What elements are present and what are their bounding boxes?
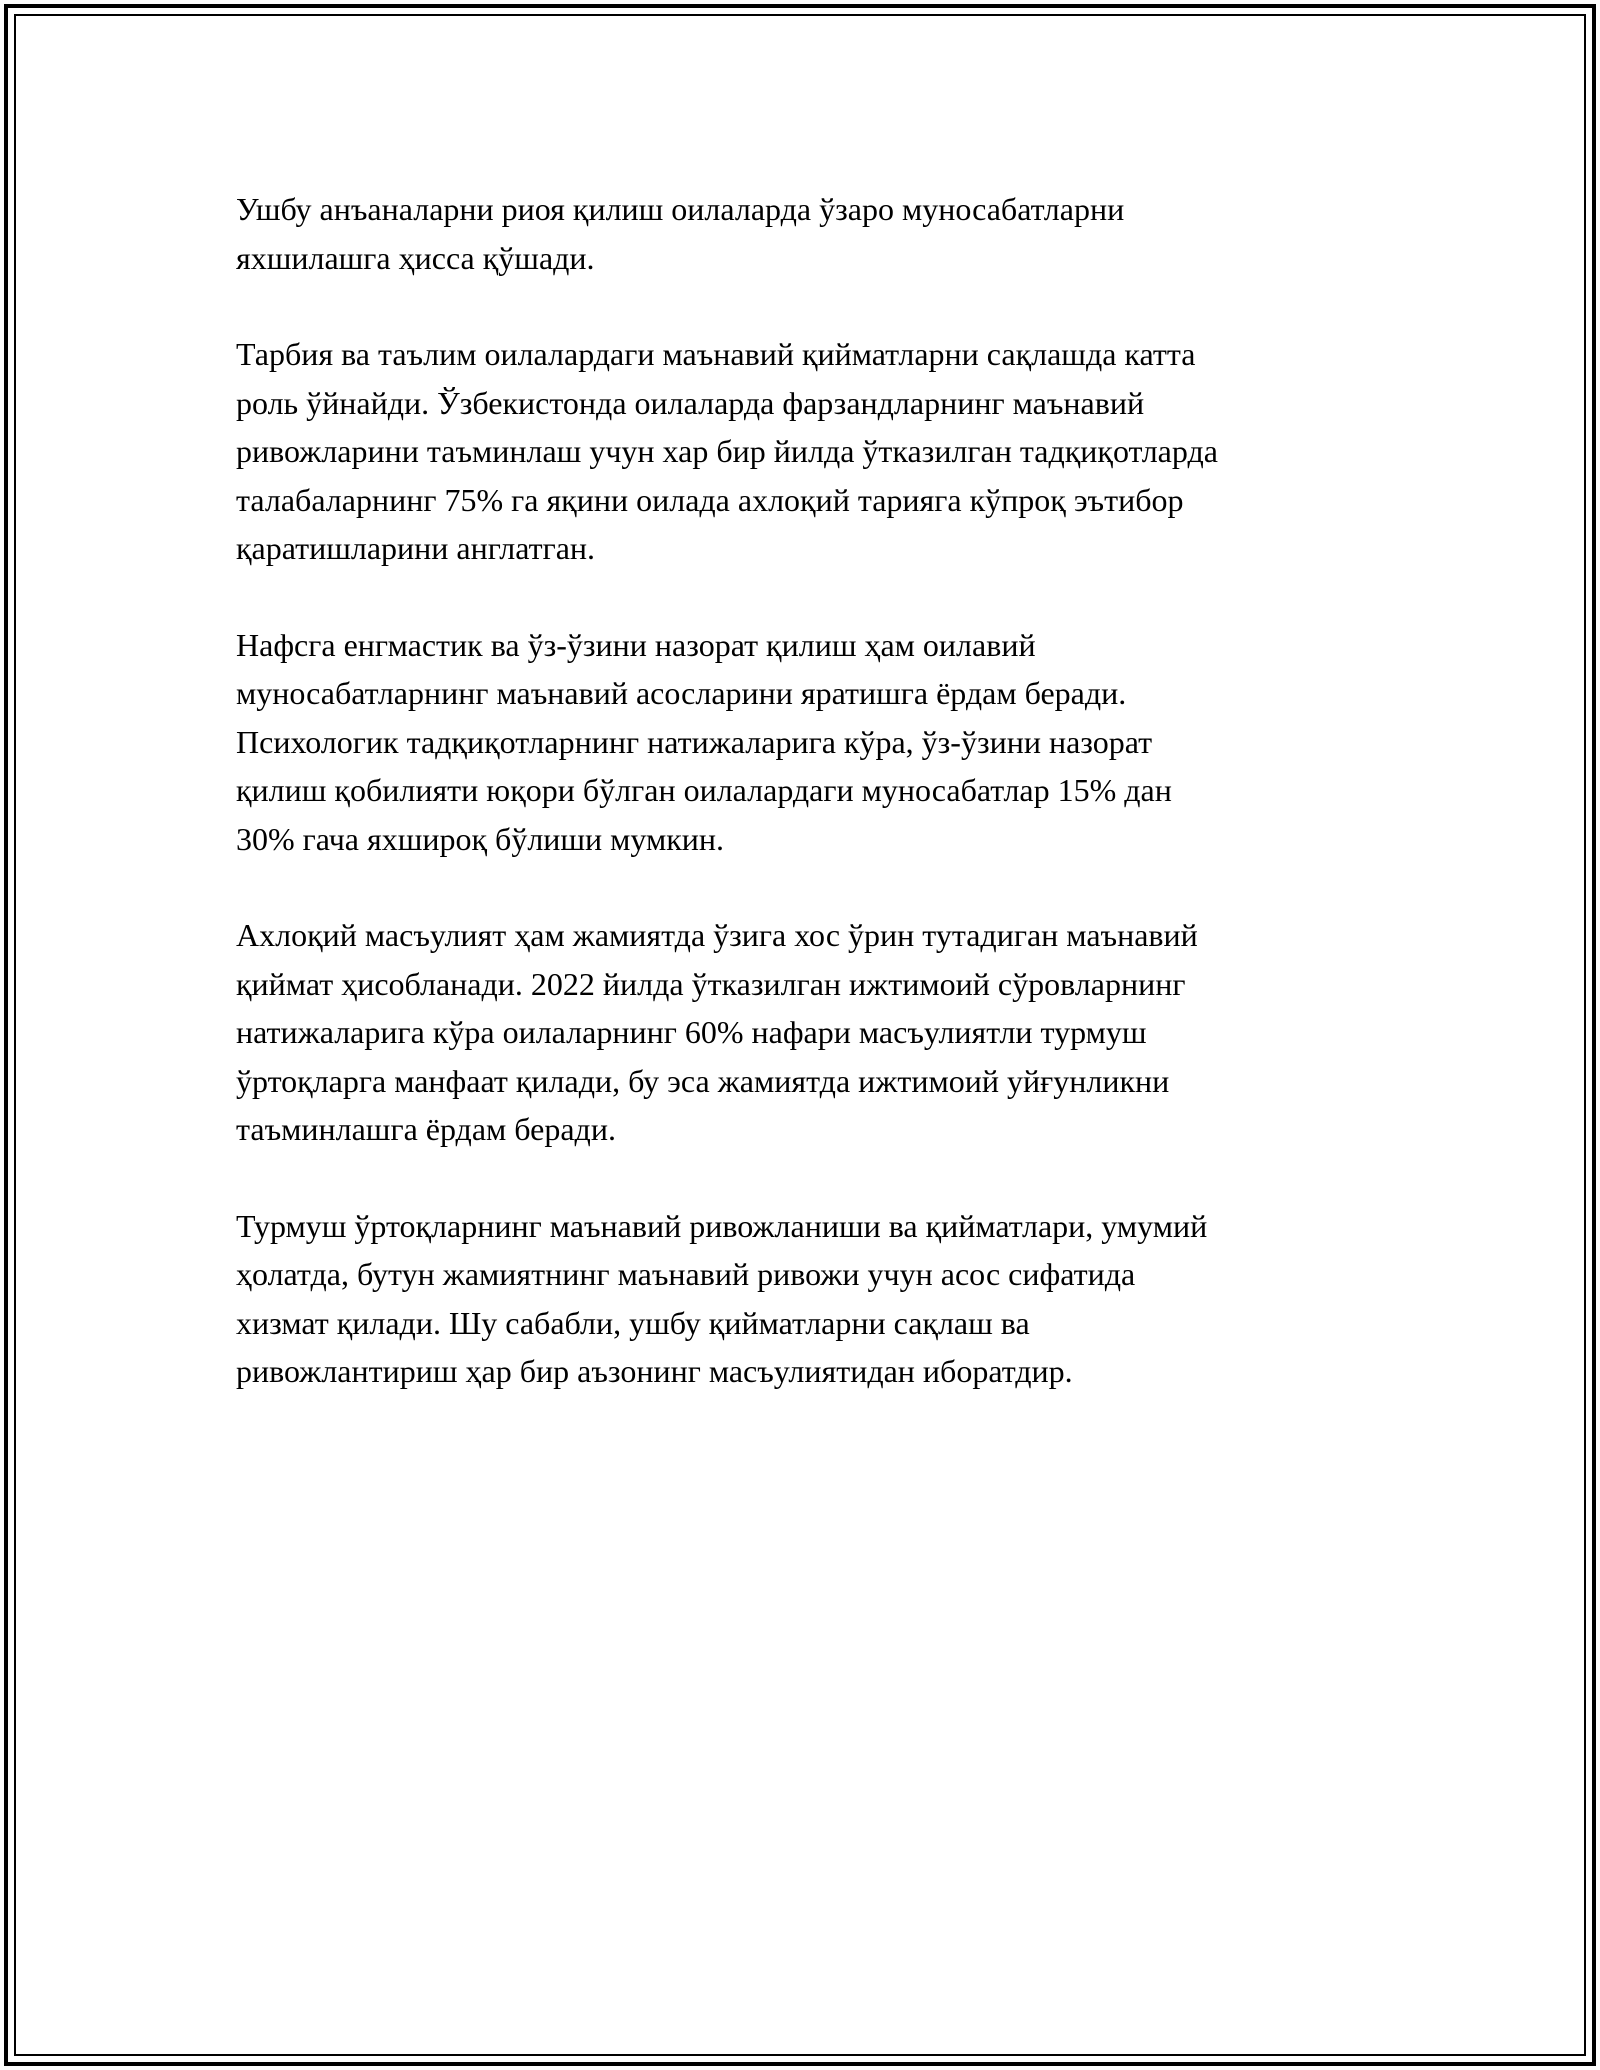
paragraph-5 — [236, 1202, 1376, 1396]
paragraph-line: Психологик тадқиқотларнинг натижаларига кўра, ўз-ўзини назорат — [236, 723, 1153, 760]
paragraph-line: қилиш қобилияти юқори бўлган оилалардаги муносабатлар 15% дан — [236, 772, 1172, 808]
paragraph-line: талабаларнинг 75% га яқини оилада ахлоқий тарияга кўпроқ эътибор — [236, 481, 1184, 518]
document-body — [236, 185, 1376, 1444]
paragraph-line: хизмат қилади. Шу сабабли, ушбу қийматларни сақлаш ва — [236, 1304, 1030, 1341]
paragraph-2 — [236, 330, 1376, 573]
paragraph-line: Ахлоқий масъулият ҳам жамиятда ўзига хос ўрин тутадиган маънавий — [236, 917, 1198, 953]
paragraph-line: Тарбия ва таълим оилалардаги маънавий қийматларни сақлашда катта — [236, 336, 1196, 372]
paragraph-line: яхшилашга ҳисса қўшади. — [236, 239, 595, 276]
paragraph-4 — [236, 911, 1376, 1154]
paragraph-line: таъминлашга ёрдам беради. — [236, 1111, 616, 1147]
paragraph-line: ҳолатда, бутун жамиятнинг маънавий ривожи учун асос сифатида — [236, 1256, 1136, 1292]
paragraph-line: қиймат ҳисобланади. 2022 йилда ўтказилган ижтимоий сўровларнинг — [236, 965, 1186, 1002]
paragraph-line: 30% гача яхшироқ бўлиши мумкин. — [236, 820, 725, 857]
paragraph-line: ўртоқларга манфаат қилади, бу эса жамиятда ижтимоий уйғунликни — [236, 1062, 1170, 1099]
paragraph-3 — [236, 621, 1376, 864]
paragraph-line: ривожларини таъминлаш учун хар бир йилда ўтказилган тадқиқотларда — [236, 433, 1218, 469]
paragraph-line: Ушбу анъаналарни риоя қилиш оилаларда ўзаро муносабатларни — [236, 191, 1125, 227]
paragraph-line: қаратишларини англатган. — [236, 530, 596, 566]
paragraph-line: Нафсга енгмастик ва ўз-ўзини назорат қилиш ҳам оилавий — [236, 626, 1036, 663]
paragraph-line: натижаларига кўра оилаларнинг 60% нафари масъулиятли турмуш — [236, 1014, 1147, 1050]
paragraph-line: муносабатларнинг маънавий асосларини яратишга ёрдам беради. — [236, 675, 1127, 711]
paragraph-line: роль ўйнайди. Ўзбекистонда оилаларда фарзандларнинг маънавий — [236, 384, 1145, 421]
paragraph-line: Турмуш ўртоқларнинг маънавий ривожланиши ва қийматлари, умумий — [236, 1207, 1208, 1244]
paragraph-1 — [236, 185, 1376, 282]
paragraph-line: ривожлантириш ҳар бир аъзонинг масъулиятидан иборатдир. — [236, 1353, 1073, 1389]
